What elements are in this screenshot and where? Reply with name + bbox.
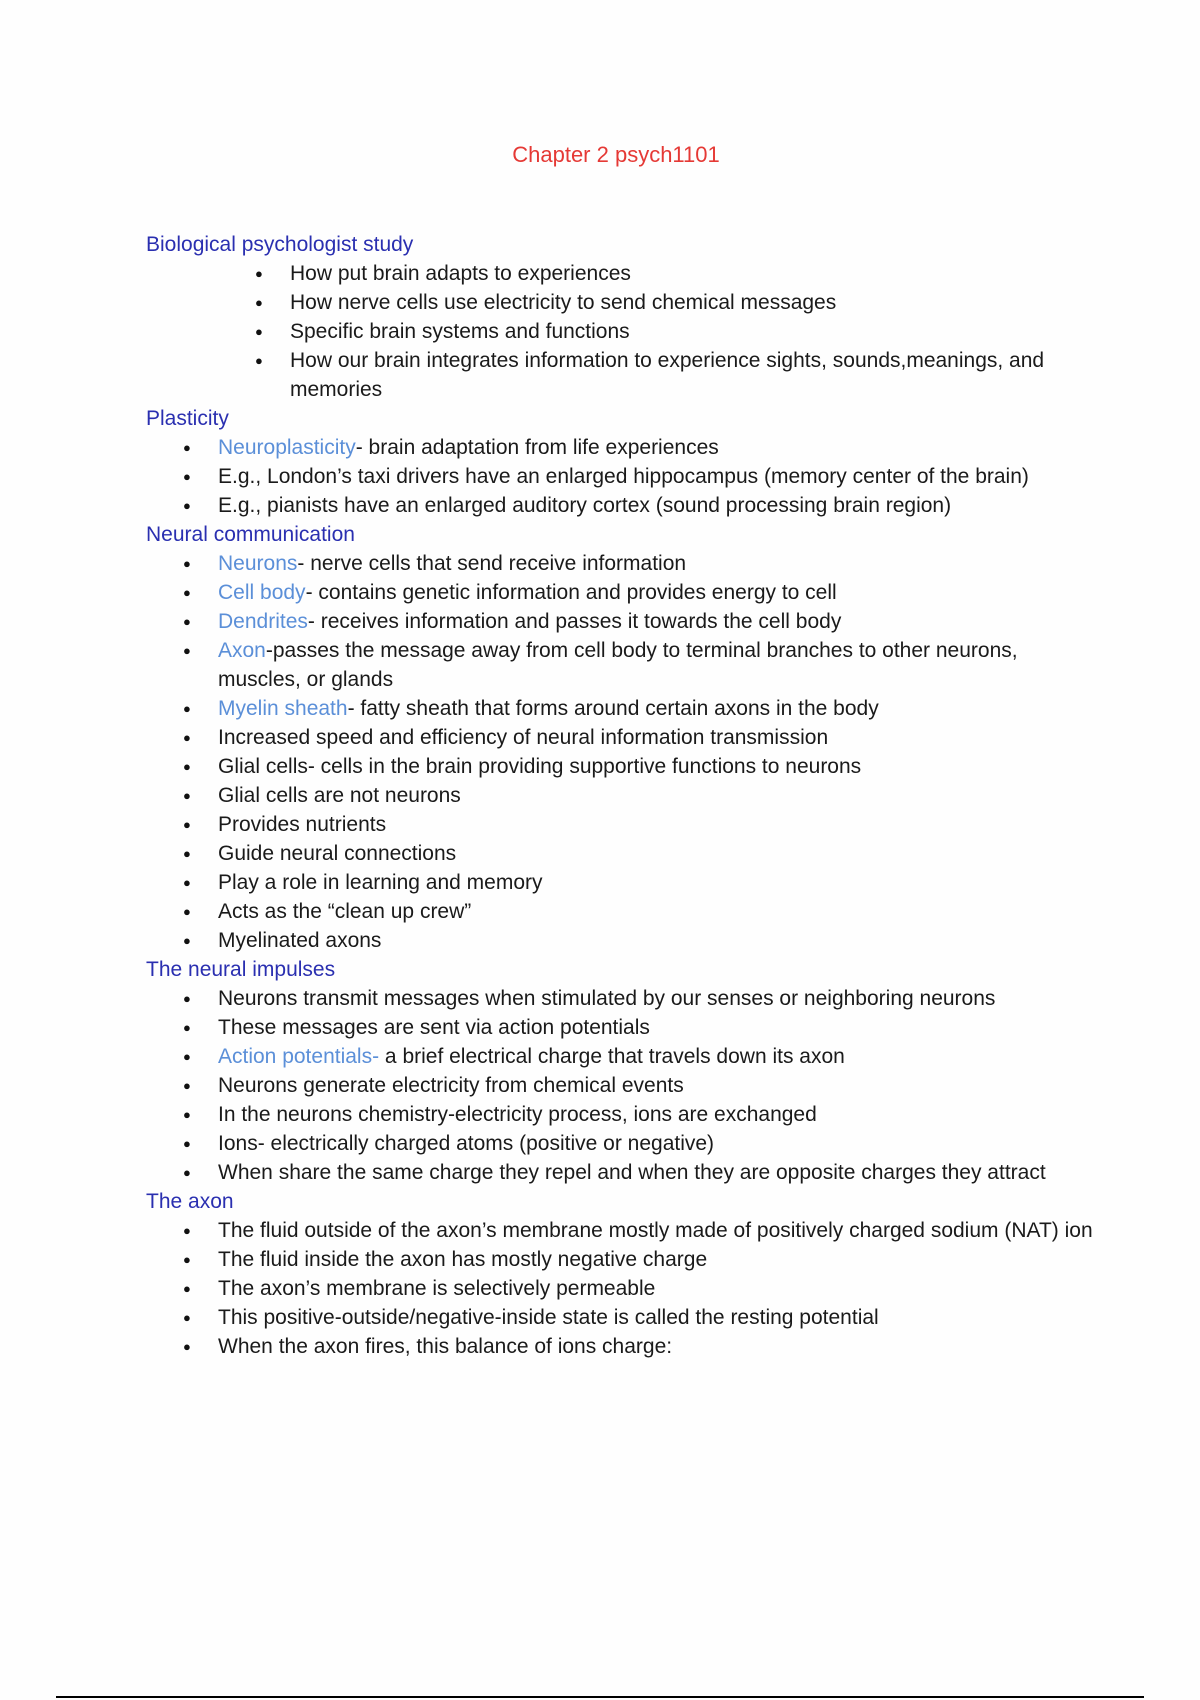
bullet-list: [146, 1216, 1106, 1361]
list-item: [146, 1245, 1106, 1274]
list-item: [146, 926, 1106, 955]
key-term: Action potentials-: [218, 1045, 380, 1068]
list-item-text: E.g., London’s taxi drivers have an enlarged hippocampus (memory center of the brain): [218, 465, 1029, 488]
list-item: [146, 549, 1106, 578]
list-item-text: Neurons generate electricity from chemical events: [218, 1074, 684, 1097]
key-term: Dendrites: [218, 610, 308, 633]
section-heading: Biological psychologist study: [146, 233, 414, 256]
key-term: Cell body: [218, 581, 306, 604]
document-body: [146, 230, 1106, 1361]
list-item-text: Specific brain systems and functions: [290, 320, 630, 343]
list-item: [146, 1274, 1106, 1303]
list-item-text: This positive-outside/negative-inside state is called the resting potential: [218, 1306, 879, 1329]
list-item-text: How put brain adapts to experiences: [290, 262, 631, 285]
list-item: [146, 1071, 1106, 1100]
list-item: [146, 1042, 1106, 1071]
list-item-text: The fluid outside of the axon’s membrane mostly made of positively charged sodium (NAT) ion: [218, 1219, 1093, 1242]
list-item-text: Glial cells- cells in the brain providing supportive functions to neurons: [218, 755, 862, 778]
list-item-text: These messages are sent via action potentials: [218, 1016, 650, 1039]
list-item: [146, 1303, 1106, 1332]
list-item-text: Myelinated axons: [218, 929, 382, 952]
list-item-text: - fatty sheath that forms around certain axons in the body: [347, 697, 879, 720]
list-item: [146, 259, 1106, 288]
list-item: [146, 1216, 1106, 1245]
key-term: Neuroplasticity: [218, 436, 356, 459]
document-title: Chapter 2 psych1101: [512, 142, 720, 167]
bullet-list: [146, 984, 1106, 1187]
list-item-text: Guide neural connections: [218, 842, 457, 865]
list-item: [146, 462, 1106, 491]
key-term: Neurons: [218, 552, 298, 575]
list-item-text: Provides nutrients: [218, 813, 387, 836]
list-item: [146, 810, 1106, 839]
list-item: [146, 1332, 1106, 1361]
list-item-text: E.g., pianists have an enlarged auditory cortex (sound processing brain region): [218, 494, 952, 517]
list-item-text: a brief electrical charge that travels down its axon: [379, 1045, 845, 1068]
list-item-text: Play a role in learning and memory: [218, 871, 543, 894]
list-item: [146, 607, 1106, 636]
list-item: [146, 694, 1106, 723]
list-item-text: Increased speed and efficiency of neural information transmission: [218, 726, 829, 749]
list-item-text: Neurons transmit messages when stimulated by our senses or neighboring neurons: [218, 987, 996, 1010]
list-item: [146, 288, 1106, 317]
list-item-text: When the axon fires, this balance of ions charge:: [218, 1335, 673, 1358]
list-item: [146, 752, 1106, 781]
section-heading: Plasticity: [146, 407, 229, 430]
list-item-text: - receives information and passes it towards the cell body: [307, 610, 842, 633]
list-item-text: Glial cells are not neurons: [218, 784, 461, 807]
list-item-text: - brain adaptation from life experiences: [355, 436, 719, 459]
section-heading: The neural impulses: [146, 958, 336, 981]
bullet-list: [146, 433, 1106, 520]
list-item: [146, 1100, 1106, 1129]
list-item-text: - contains genetic information and provides energy to cell: [305, 581, 837, 604]
key-term: Myelin sheath: [218, 697, 348, 720]
list-item: [146, 346, 1106, 404]
list-item: [146, 868, 1106, 897]
list-item-text: In the neurons chemistry-electricity process, ions are exchanged: [218, 1103, 817, 1126]
list-item: [146, 839, 1106, 868]
bullet-list: [146, 549, 1106, 955]
section-heading: Neural communication: [146, 523, 355, 546]
section-heading: The axon: [146, 1190, 234, 1213]
list-item: [146, 1013, 1106, 1042]
list-item: [146, 317, 1106, 346]
list-item: [146, 578, 1106, 607]
list-item: [146, 781, 1106, 810]
list-item: [146, 491, 1106, 520]
bullet-list: [146, 259, 1106, 404]
list-item-text: How nerve cells use electricity to send chemical messages: [290, 291, 837, 314]
list-item-text: How our brain integrates information to experience sights, sounds,meanings, and memories: [290, 349, 1045, 401]
list-item-text: The fluid inside the axon has mostly negative charge: [218, 1248, 708, 1271]
list-item: [146, 984, 1106, 1013]
list-item: [146, 1129, 1106, 1158]
list-item-text: -passes the message away from cell body to terminal branches to other neurons, muscles, or glands: [218, 639, 1018, 691]
list-item-text: Ions- electrically charged atoms (positive or negative): [218, 1132, 715, 1155]
list-item-text: When share the same charge they repel and when they are opposite charges they attract: [218, 1161, 1046, 1184]
list-item: [146, 897, 1106, 926]
list-item: [146, 433, 1106, 462]
key-term: Axon: [218, 639, 266, 662]
list-item: [146, 1158, 1106, 1187]
list-item: [146, 723, 1106, 752]
list-item: [146, 636, 1106, 694]
bottom-rule: [56, 1696, 1144, 1698]
list-item-text: The axon’s membrane is selectively permeable: [218, 1277, 656, 1300]
list-item-text: - nerve cells that send receive information: [297, 552, 687, 575]
list-item-text: Acts as the “clean up crew”: [218, 900, 472, 923]
